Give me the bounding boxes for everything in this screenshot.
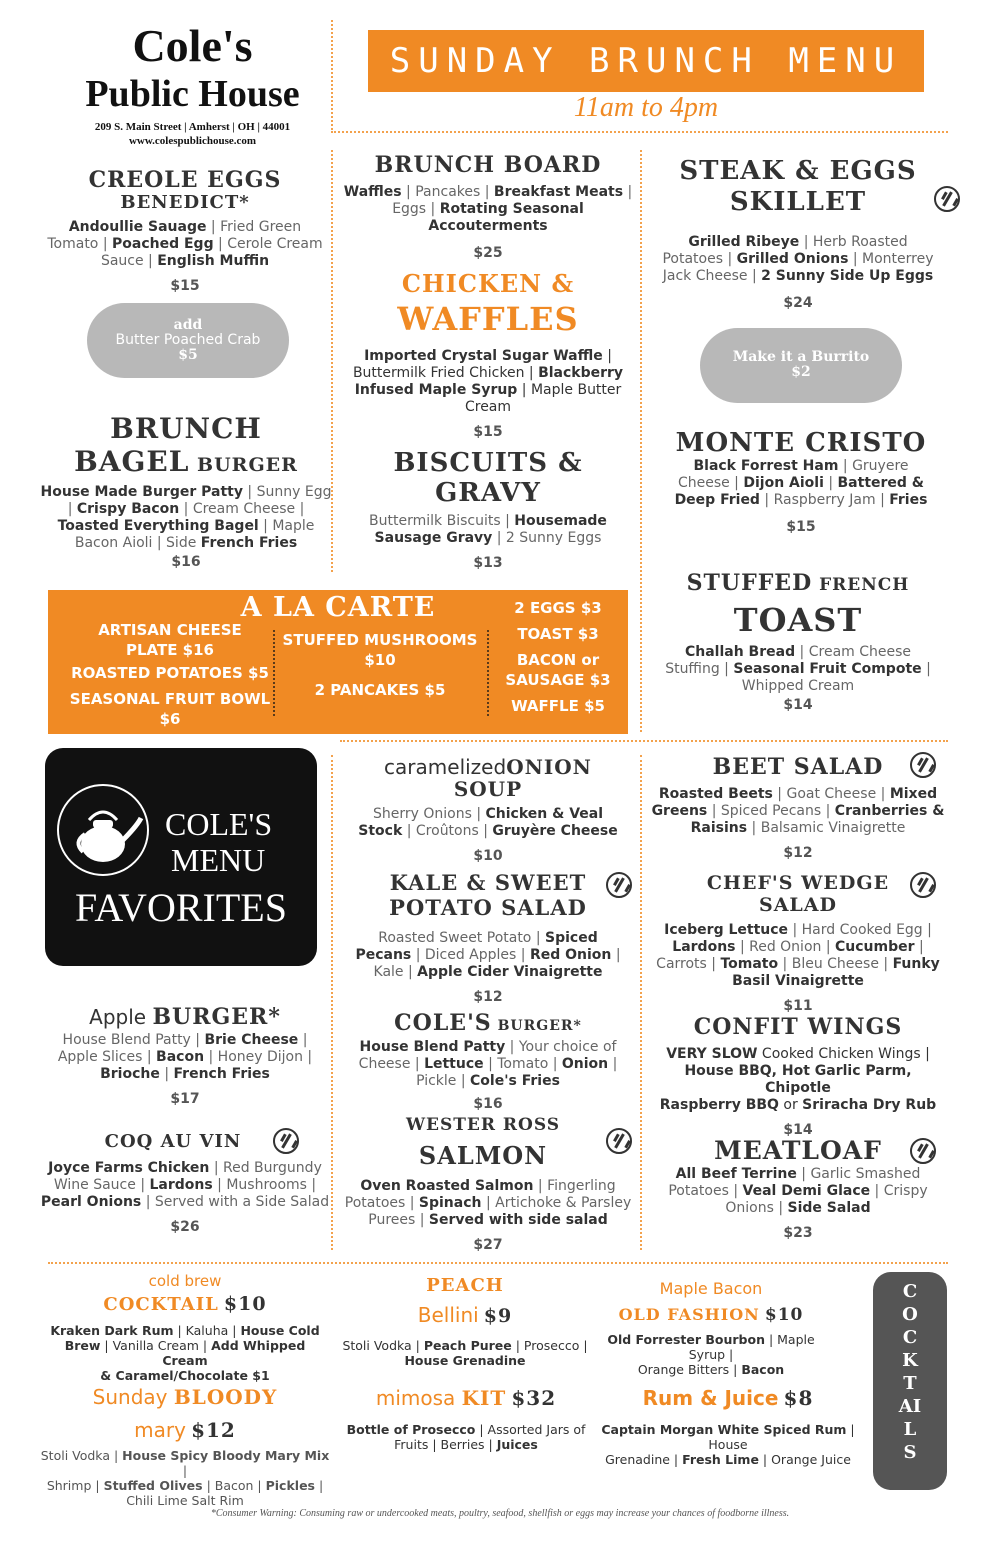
item-title-2: POTATO SALAD	[389, 895, 587, 920]
divider-v	[331, 20, 333, 130]
item-title: caramelizedONION	[384, 755, 592, 779]
item-chicken-waffles	[340, 268, 636, 440]
address: 209 S. Main Street | Amherst | OH | 44001	[94, 121, 291, 133]
item-title: MEATLOAF	[714, 1136, 882, 1165]
restaurant-name-line1: Cole's	[132, 20, 253, 71]
alacarte-divider	[487, 630, 489, 716]
cocktail-desc: Bottle of Prosecco | Assorted Jars of Fruits | Berries | Juices	[346, 1422, 586, 1452]
item-desc: Black Forrest Ham | Gruyere Cheese | Dijon Aioli | Battered & Deep Fried | Raspberry Jam | Fries	[674, 458, 928, 508]
item-desc: House Made Burger Patty | Sunny Egg | Crispy Bacon | Cream Cheese | Toasted Everything Bagel | Maple Bacon Aioli | Side French Fries	[40, 484, 332, 551]
cocktail-rum-juice	[590, 1384, 866, 1467]
divider-h	[48, 1262, 948, 1264]
item-price: $11	[783, 998, 813, 1014]
item-desc: VERY SLOW Cooked Chicken Wings | House BBQ, Hot Garlic Parm, Chipotle Raspberry BBQ or Sriracha Dry Rub	[659, 1046, 937, 1113]
item-title: MONTE CRISTO	[675, 428, 927, 458]
item-monte-cristo	[648, 428, 954, 535]
item-coles-burger	[340, 1010, 636, 1112]
cocktail-sub: Maple Bacon	[659, 1279, 763, 1298]
divider-v	[640, 150, 642, 732]
item-price: $25	[473, 245, 503, 261]
item-kale-salad	[340, 870, 636, 1005]
cocktail-desc: Stoli Vodka | House Spicy Bloody Mary Mix | Shrimp | Stuffed Olives | Bacon | Pickles | Chili Lime Salt Rim	[40, 1448, 330, 1508]
item-desc: Oven Roasted Salmon | Fingerling Potatoes | Spinach | Artichoke & Parsley Purees | Served with side salad	[344, 1178, 632, 1228]
addon-name: Make it a Burrito	[732, 349, 870, 365]
divider-v	[331, 755, 333, 1250]
item-price: $14	[783, 697, 813, 713]
item-stuffed-french-toast	[650, 570, 946, 713]
cocktail-desc: Captain Morgan White Spiced Rum | House Grenadine | Fresh Lime | Orange Juice	[601, 1422, 855, 1467]
item-brunch-bagel-burger	[40, 412, 332, 570]
addon-burrito-pill	[700, 328, 902, 403]
item-salmon	[340, 1114, 636, 1253]
gluten-free-icon	[910, 872, 936, 898]
kettle-icon	[57, 784, 149, 876]
item-chefs-wedge	[650, 872, 946, 1014]
item-price: $12	[473, 989, 503, 1005]
item-price: $14	[783, 1122, 813, 1138]
item-price: $15	[170, 278, 200, 294]
item-desc: House Blend Patty | Your choice of Cheese | Lettuce | Tomato | Onion | Pickle | Cole's Fries	[358, 1039, 618, 1089]
gluten-free-icon	[910, 1138, 936, 1164]
cocktail-cold-brew	[40, 1272, 330, 1383]
item-title-2: TOAST	[733, 601, 863, 639]
item-title: CONFIT WINGS	[693, 1014, 903, 1040]
item-desc: Grilled Ribeye | Herb Roasted Potatoes | Grilled Onions | Monterrey Jack Cheese | 2 Sunny Side Up Eggs	[662, 234, 934, 284]
restaurant-name	[50, 20, 335, 148]
item-price: $13	[473, 555, 503, 571]
item-title: COLE'S BURGER*	[394, 1010, 582, 1036]
item-creole-eggs	[40, 168, 330, 294]
menu-title: SUNDAY BRUNCH MENU	[389, 41, 903, 81]
item-title: STEAK & EGGS	[679, 156, 917, 186]
addon-price: $5	[178, 347, 198, 363]
favorites-line2: MENU	[171, 842, 266, 878]
item-biscuits-gravy	[340, 448, 636, 571]
alacarte-divider	[273, 630, 275, 716]
item-price: $12	[783, 845, 813, 861]
cocktail-title: Rum & Juice $8	[642, 1386, 814, 1410]
item-desc: Roasted Sweet Potato | Spiced Pecans | Diced Apples | Red Onion | Kale | Apple Cider Vinaigrette	[355, 930, 621, 980]
favorites-line3: FAVORITES	[75, 885, 287, 930]
item-steak-eggs	[650, 156, 946, 311]
cocktail-peach-bellini	[340, 1272, 590, 1368]
item-title-2: SALAD	[758, 894, 838, 916]
item-desc: Buttermilk Biscuits | Housemade Sausage Gravy | 2 Sunny Eggs	[369, 513, 607, 546]
item-desc: Challah Bread | Cream Cheese Stuffing | Seasonal Fruit Compote | Whipped Cream	[665, 644, 931, 694]
item-price: $15	[473, 424, 503, 440]
item-title-2: SKILLET	[729, 187, 867, 217]
item-title-2: GRAVY	[435, 478, 541, 508]
cocktail-sub: mary $12	[134, 1418, 236, 1442]
cocktails-side-label: COCKTAILS	[898, 1281, 922, 1463]
gluten-free-icon	[606, 872, 632, 898]
item-desc: Andoullie Sauage | Fried Green Tomato | Poached Egg | Cerole Cream Sauce | English Muffin	[47, 219, 323, 269]
website: www.colespublichouse.com	[128, 135, 257, 147]
alacarte-col-3: 2 EGGS $3 TOAST $3 BACON or SAUSAGE $3 WAFFLE $5	[505, 599, 611, 715]
item-price: $15	[786, 519, 816, 535]
cocktail-sub: Bellini $9	[417, 1303, 513, 1327]
cocktail-mimosa-kit	[335, 1384, 597, 1452]
divider-h	[331, 131, 948, 133]
cocktail-title: PEACH	[426, 1275, 504, 1296]
item-desc: Sherry Onions | Chicken & Veal Stock | Croûtons | Gruyère Cheese	[358, 806, 618, 839]
item-beet-salad	[650, 754, 946, 861]
item-title: BRUNCH	[110, 412, 262, 445]
item-price: $24	[783, 295, 813, 311]
hours: 11am to 4pm	[573, 92, 719, 123]
divider-v	[640, 755, 642, 1250]
alacarte-col-2: STUFFED MUSHROOMS $10 2 PANCAKES $5	[282, 631, 478, 699]
alacarte-panel	[48, 590, 628, 734]
addon-price: $2	[791, 364, 811, 380]
item-title: Apple BURGER*	[89, 1004, 281, 1030]
item-price: $16	[171, 554, 201, 570]
item-title: COQ AU VIN	[104, 1131, 242, 1152]
cocktail-title: mimosa KIT $32	[375, 1386, 557, 1410]
item-title: CHEF'S WEDGE	[706, 872, 890, 894]
cocktail-title: Sunday BLOODY	[92, 1385, 278, 1409]
item-title: CHICKEN &	[401, 269, 575, 298]
item-confit-wings	[650, 1014, 946, 1138]
divider-h	[340, 740, 948, 742]
item-title-2: WAFFLES	[397, 300, 579, 338]
cocktail-title: OLD FASHION $10	[618, 1305, 804, 1325]
item-desc: All Beef Terrine | Garlic Smashed Potatoes | Veal Demi Glace | Crispy Onions | Side Salad	[668, 1166, 928, 1216]
item-price: $10	[473, 848, 503, 864]
cocktails-side-tab	[873, 1272, 947, 1490]
cocktail-desc: Stoli Vodka | Peach Puree | Prosecco | House Grenadine	[342, 1338, 588, 1368]
item-price: $27	[473, 1237, 503, 1253]
gluten-free-icon	[910, 752, 936, 778]
menu-title-banner	[368, 30, 924, 92]
item-brunch-board	[340, 152, 636, 261]
item-meatloaf	[650, 1136, 946, 1241]
gluten-free-icon	[606, 1128, 632, 1154]
item-price: $16	[473, 1096, 503, 1112]
addon-crab-pill	[87, 303, 289, 378]
cocktail-maple-bacon	[600, 1278, 822, 1377]
cocktail-desc: Kraken Dark Rum | Kaluha | House Cold Brew | Vanilla Cream | Add Whipped Cream & Caramel/Chocolate $1	[50, 1323, 320, 1383]
item-title-2: SALMON	[418, 1141, 548, 1170]
cocktail-desc: Old Forrester Bourbon | Maple Syrup | Orange Bitters | Bacon	[607, 1332, 815, 1377]
item-title-2: SOUP	[453, 777, 523, 801]
cocktail-bloody-mary	[40, 1382, 330, 1508]
item-title: BEET SALAD	[712, 754, 884, 780]
item-title: STUFFED FRENCH	[686, 570, 910, 596]
cocktail-title: COCKTAIL $10	[103, 1293, 267, 1315]
item-desc: Imported Crystal Sugar Waffle | Buttermilk Fried Chicken | Blackberry Infused Maple Syrup | Maple Butter Cream	[352, 348, 624, 415]
item-desc: Iceberg Lettuce | Hard Cooked Egg | Lardons | Red Onion | Cucumber | Carrots | Tomato | Bleu Cheese | Funky Basil Vinaigrette	[656, 922, 940, 989]
cocktail-sub: cold brew	[148, 1272, 222, 1290]
item-price: $26	[170, 1219, 200, 1235]
item-apple-burger	[40, 1004, 330, 1107]
restaurant-name-line2: Public House	[85, 73, 300, 115]
favorites-line1: COLE'S	[165, 806, 273, 842]
item-title-2: BAGEL BURGER	[74, 445, 298, 478]
addon-label: add	[173, 317, 203, 333]
item-desc: House Blend Patty | Brie Cheese | Apple Slices | Bacon | Honey Dijon | Brioche | French Fries	[57, 1032, 313, 1082]
addon-name: Butter Poached Crab	[115, 332, 261, 348]
item-price: $23	[783, 1225, 813, 1241]
item-price: $17	[170, 1091, 200, 1107]
item-onion-soup	[340, 756, 636, 864]
item-title: WESTER ROSS	[405, 1115, 561, 1135]
alacarte-col-1: ARTISAN CHEESE PLATE $16 ROASTED POTATOES $5 SEASONAL FRUIT BOWL $6	[69, 621, 271, 728]
item-title: BRUNCH BOARD	[374, 152, 602, 178]
item-title: CREOLE EGGS	[88, 167, 282, 193]
gluten-free-icon	[273, 1128, 299, 1154]
item-desc: Roasted Beets | Goat Cheese | Mixed Greens | Spiced Pecans | Cranberries & Raisins | Balsamic Vinaigrette	[651, 786, 945, 836]
item-desc: Joyce Farms Chicken | Red Burgundy Wine Sauce | Lardons | Mushrooms | Pearl Onions | Served with a Side Salad	[40, 1160, 330, 1210]
item-desc: Waffles | Pancakes | Breakfast Meats | Eggs | Rotating Seasonal Accouterments	[343, 184, 633, 234]
item-title-2: BENEDICT*	[120, 192, 250, 213]
consumer-warning: *Consumer Warning: Consuming raw or undercooked meats, poultry, seafood, shellfish or eggs may increase your chances of foodborne illness.	[210, 1508, 790, 1519]
gluten-free-icon	[934, 186, 960, 212]
item-title: KALE & SWEET	[389, 870, 587, 895]
item-title: BISCUITS &	[393, 448, 583, 478]
favorites-box	[45, 748, 317, 966]
alacarte-title: A LA CARTE	[240, 592, 436, 623]
divider-v	[331, 150, 333, 572]
